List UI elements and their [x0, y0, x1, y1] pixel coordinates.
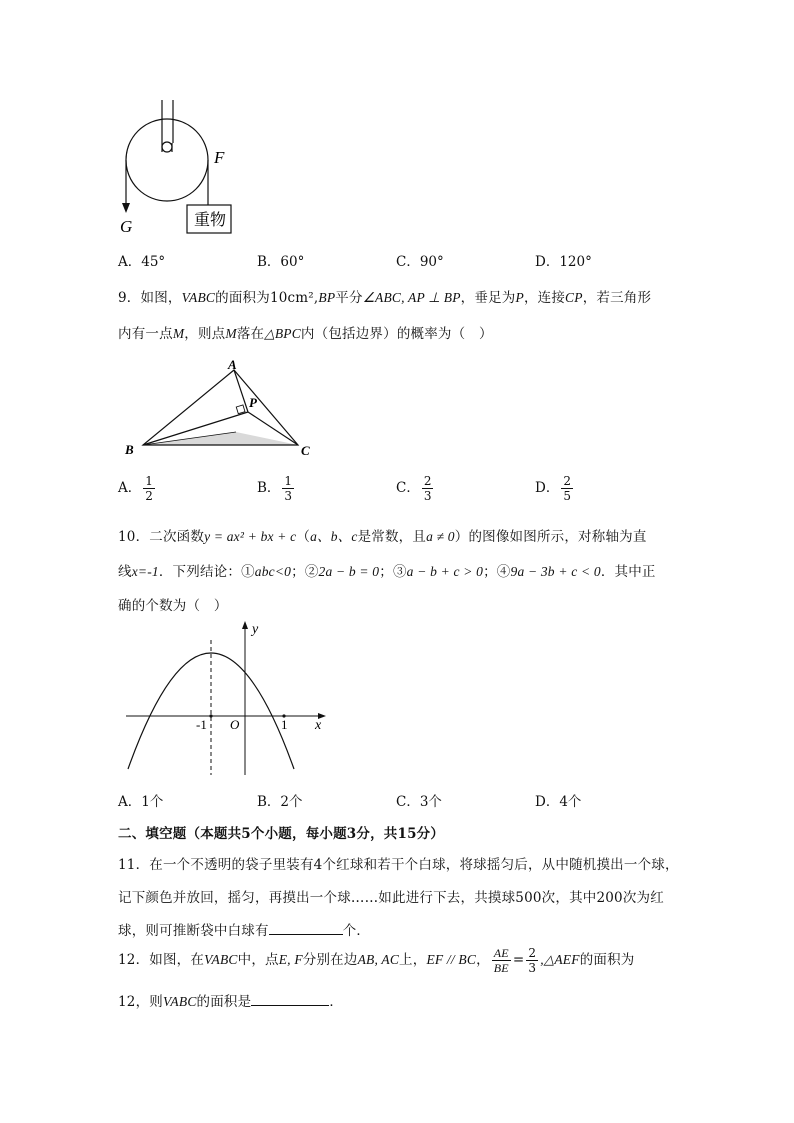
- origin-label: O: [230, 717, 240, 732]
- q10-option-b: B．2个: [257, 794, 303, 810]
- vertex-B: B: [125, 442, 134, 457]
- tick-neg1: -1: [196, 717, 207, 732]
- q8-option-d: D．120°: [535, 254, 592, 270]
- q11-line2: 记下颜色并放回，摇匀，再摸出一个球……如此进行下去，共摸球500次，其中200次为红: [118, 890, 664, 906]
- q10-line2: 线x=-1．下列结论：①abc<0；②2a − b = 0；③a − b + c > 0；④9a − 3b + c < 0．其中正: [118, 564, 656, 580]
- q12-line1: 12．如图，在VABC中，点E, F分别在边AB, AC上，EF // BC， $\frac{AE}{BE}$ = $\frac{2}{3}$ ,△AEF的面积为: [118, 946, 635, 975]
- answer-blank-12[interactable]: [251, 991, 329, 1006]
- q10-option-c: C．3个: [396, 794, 442, 810]
- weight-label: 重物: [194, 212, 227, 229]
- q10-option-d: D．4个: [535, 794, 582, 810]
- q9-line2: 内有一点M，则点M落在△BPC内（包括边界）的概率为（ ）: [118, 326, 493, 342]
- q9-option-c: C． $\frac{2}{3}$: [396, 474, 432, 503]
- q10-line1: 10．二次函数y = ax² + bx + c（a、b、c是常数，且a ≠ 0）的图像如图所示，对称轴为直: [118, 529, 647, 545]
- q9-line1: 9．如图，VABC的面积为10cm²,BP平分∠ABC, AP ⊥ BP，垂足为P，连接CP，若三角形: [118, 290, 652, 306]
- q10-option-a: A．1个: [118, 794, 164, 810]
- q8-option-c: C．90°: [396, 254, 444, 270]
- tick-1: 1: [281, 717, 288, 732]
- vertex-P: P: [249, 395, 257, 410]
- q12-line2: 12，则VABC的面积是 ．: [118, 990, 343, 1010]
- label-F: F: [214, 148, 225, 167]
- q9-option-a: A． $\frac{1}{2}$: [118, 474, 153, 503]
- q9-option-d: D． $\frac{2}{5}$: [535, 474, 571, 503]
- q9-option-b: B． $\frac{1}{3}$: [257, 474, 293, 503]
- axis-label-x: x: [315, 718, 322, 733]
- axis-label-y: y: [252, 622, 259, 637]
- label-G: G: [120, 217, 133, 236]
- q8-option-a: A．45°: [118, 254, 166, 270]
- section-heading: 二、填空题（本题共5个小题，每小题3分，共15分）: [118, 826, 445, 842]
- q11-line1: 11．在一个不透明的袋子里装有4个红球和若干个白球，将球摇匀后，从中随机摸出一个球，: [118, 857, 679, 873]
- q11-line3: 球，则可推断袋中白球有 个．: [118, 919, 370, 939]
- pulley-figure: [110, 95, 250, 240]
- vertex-A: A: [228, 357, 237, 372]
- q8-option-b: B．60°: [257, 254, 305, 270]
- answer-blank-11[interactable]: [269, 920, 343, 935]
- triangle-figure: [118, 355, 318, 460]
- q10-line3: 确的个数为（ ）: [118, 598, 228, 614]
- vertex-C: C: [301, 443, 310, 458]
- parabola-figure: [118, 615, 333, 780]
